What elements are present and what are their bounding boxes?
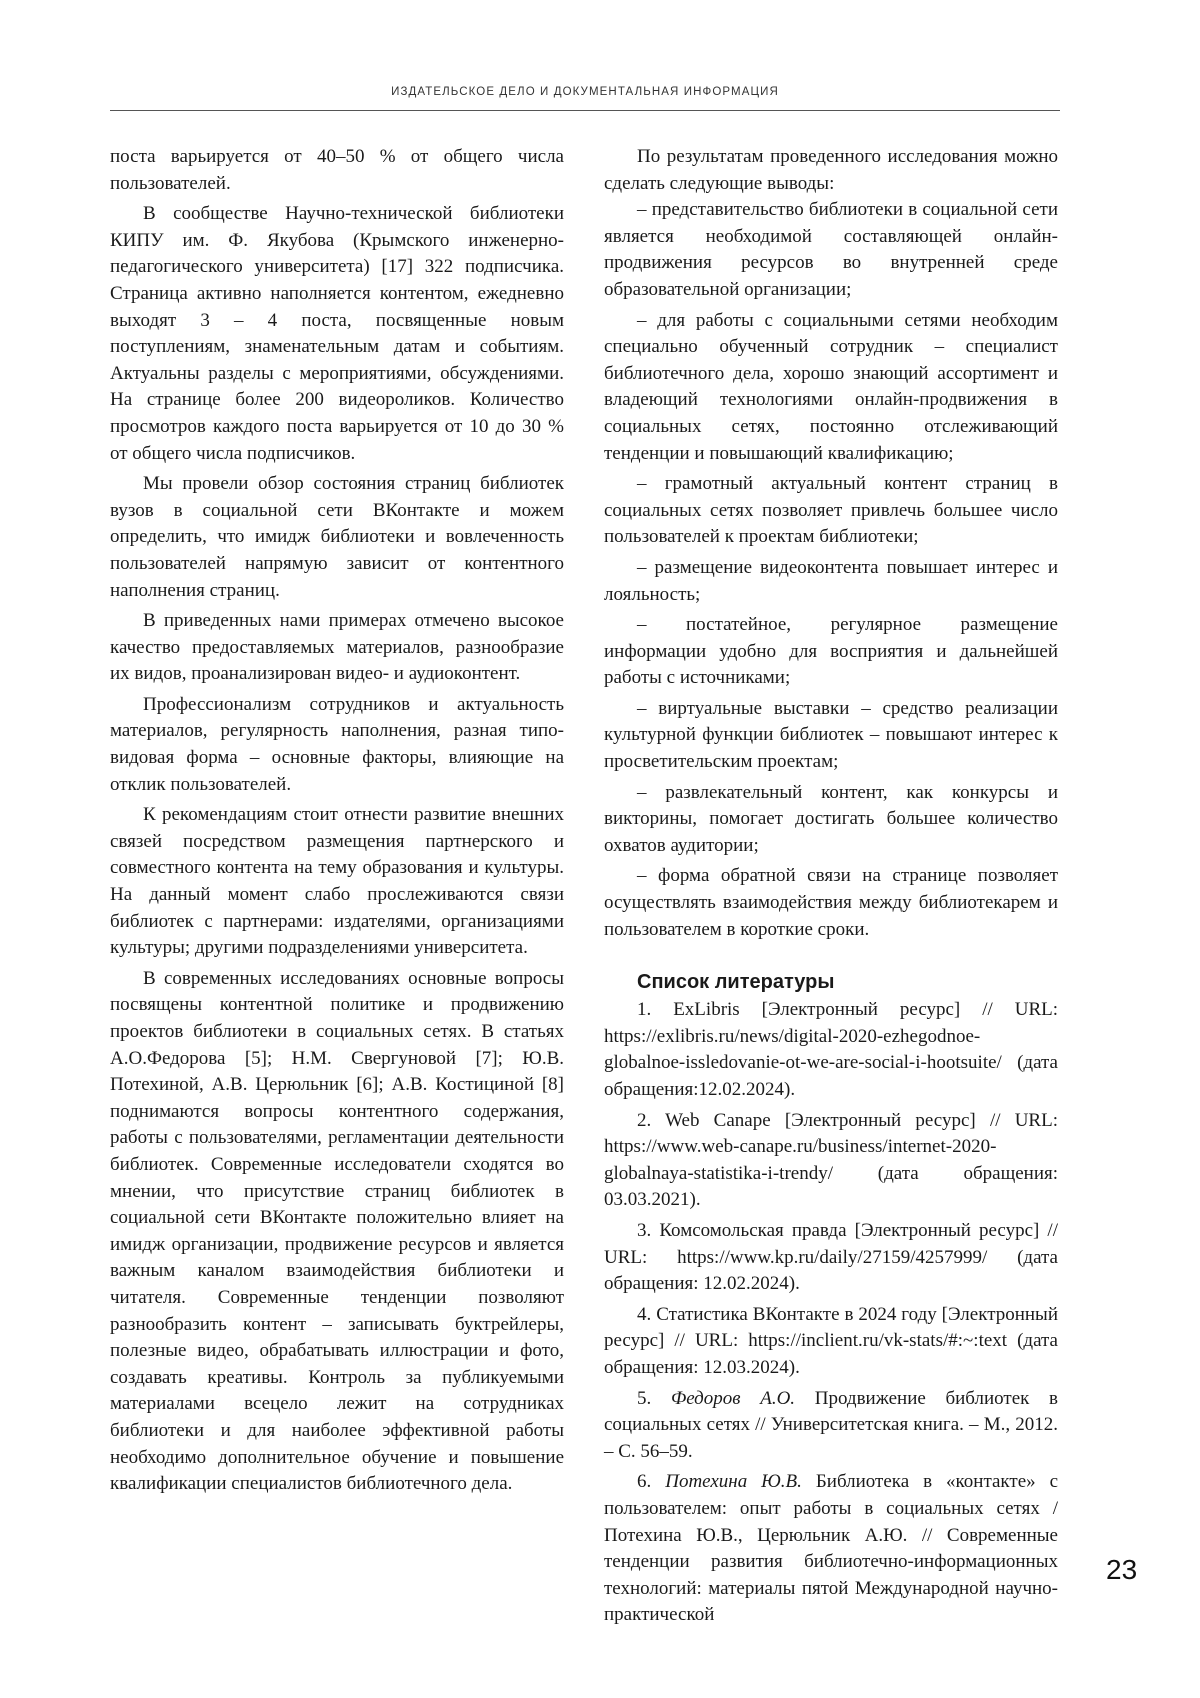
body-paragraph: К рекомендациям стоит отнести развитие внешних связей посредством размещения партнерского и совместного контента на тему образования и культуры. На данный момент слабо прослеживаются связи библиотек с партнерами: издателями, организациями культуры; другими подразделениями университета. <box>110 804 564 959</box>
reference-number: 4. <box>637 1303 652 1325</box>
running-head: ИЗДАТЕЛЬСКОЕ ДЕЛО И ДОКУМЕНТАЛЬНАЯ ИНФОРМАЦИЯ <box>391 86 779 98</box>
reference-number: 2. <box>637 1109 652 1131</box>
conclusion-item: – грамотный актуальный контент страниц в социальных сетях позволяет привлечь большее число пользователей к проектам библиотеки; <box>604 473 1058 548</box>
conclusion-item: – размещение видеоконтента повышает интерес и лояльность; <box>604 556 1058 605</box>
reference-item <box>604 1302 1058 1382</box>
conclusion-item: – виртуальные выставки – средство реализации культурной функции библиотек – повышают интерес к просветительским проектам; <box>604 697 1058 773</box>
reference-author: Федоров А.О. <box>670 1387 796 1409</box>
reference-number: 5. <box>637 1387 652 1409</box>
body-paragraph: В современных исследованиях основные вопросы посвящены контентной политике и продвижению проектов библиотеки в социальных сетях. В статьях А.О.Федорова [5]; Н.М. Свергуновой [7]; Ю.В. Потехиной, А.В. Церюльник [6]; А.В. Костициной [8] поднимаются вопросы контентного содержания, работы с пользователями, регламентации деятельности библиотек. Современные исследователи сходятся во мнении, что присутствие страниц библиотек в социальной сети ВКонтакте положительно влияет на имидж организации, продвижение ресурсов и является важным каналом взаимодействия библиотеки и читателя. Современные тенденции позволяют разнообразить контент – записывать буктрейлеры, полезные видео, обрабатывать иллюстрации и фото, создавать креативы. Контроль за публикуемыми материалами всецело лежит на сотрудниках библиотеки и для наиболее эффективной работы необходимо дополнительное обучение и повышение квалификации специалистов библиотечного дела. <box>110 967 564 1495</box>
body-paragraph: В приведенных нами примерах отмечено высокое качество предоставляемых материалов, разнообразие их видов, проанализирован видео- и аудиоконтент. <box>110 610 564 685</box>
conclusion-item: – представительство библиотеки в социальной сети является необходимой составляющей онлайн-продвижения ресурсов во внутренней среде образовательной организации; <box>604 199 1058 300</box>
body-paragraph: В сообществе Научно-технической библиотеки КИПУ им. Ф. Якубова (Крымского инженерно-педагогического университета) [17] 322 подписчика. Страница активно наполняется контентом, ежедневно выходят 3 – 4 поста, посвященные новым поступлениям, знаменательным датам и событиям. Актуальны разделы с мероприятиями, обсуждениями. На странице более 200 видеороликов. Количество просмотров каждого поста варьируется от 10 до 30 % от общего числа подписчиков. <box>110 203 564 464</box>
reference-number: 1. <box>637 999 652 1021</box>
references-heading: Список литературы <box>637 971 835 994</box>
header-rule <box>110 110 1060 111</box>
reference-text: Web Canape [Электронный ресурс] // URL: https://www.web-canape.ru/business/internet-2020-globalnaya-statistika-i-trendy/ (дата обращения: 03.03.2021). <box>604 1109 1058 1211</box>
reference-item <box>604 997 1058 1103</box>
body-paragraph: поста варьируется от 40–50 % от общего числа пользователей. <box>110 146 564 194</box>
reference-item <box>604 1386 1058 1466</box>
conclusions-intro: По результатам проведенного исследования можно сделать следующие выводы: <box>604 146 1058 194</box>
reference-item <box>604 1108 1058 1214</box>
reference-text: ExLibris [Электронный ресурс] // URL: https://exlibris.ru/news/digital-2020-ezhegodnoe-globalnoe-issledovanie-ot-we-are-social-i-hootsuite/ (дата обращения:12.02.2024). <box>604 999 1058 1100</box>
conclusion-item: – форма обратной связи на странице позволяет осуществлять взаимодействия между библиотекарем и пользователем в короткие сроки. <box>604 865 1058 940</box>
body-paragraph: Мы провели обзор состояния страниц библиотек вузов в социальной сети ВКонтакте и можем определить, что имидж библиотеки и вовлеченность пользователей напрямую зависит от контентного наполнения страниц. <box>110 473 564 601</box>
reference-item <box>604 1218 1058 1298</box>
reference-text: Статистика ВКонтакте в 2024 году [Электронный ресурс] // URL: https://inclient.ru/vk-stats/#:~:text (дата обращения: 12.03.2024). <box>604 1303 1058 1378</box>
conclusion-item: – для работы с социальными сетями необходим специально обученный сотрудник – специалист библиотечного дела, хорошо знающий ассортимент и владеющий технологиями онлайн-продвижения в социальных сетях, постоянно отслеживающий тенденции и повышающий квалификацию; <box>604 309 1058 464</box>
right-column <box>604 144 1058 1629</box>
reference-number: 3. <box>637 1219 652 1241</box>
reference-text: Комсомольская правда [Электронный ресурс] // URL: https://www.kp.ru/daily/27159/4257999/ (дата обращения: 12.02.2024). <box>604 1219 1058 1295</box>
reference-text: Продвижение библиотек в социальных сетях // Университетская книга. – М., 2012. – С. 56–59. <box>604 1387 1059 1462</box>
left-column <box>110 144 564 1498</box>
reference-number: 6. <box>637 1471 652 1493</box>
reference-author: Потехина Ю.В. <box>665 1471 802 1493</box>
conclusion-item: – постатейное, регулярное размещение информации удобно для восприятия и дальнейшей работы с источниками; <box>604 614 1058 689</box>
page-number: 23 <box>1106 1554 1138 1585</box>
reference-item <box>604 1469 1058 1629</box>
reference-text: Библиотека в «контакте» с пользователем: опыт работы в социальных сетях / Потехина Ю.В., Церюльник А.Ю. // Современные тенденции развития библиотечно-информационных технологий: материалы пятой Международной научно-практической <box>604 1471 1059 1626</box>
body-paragraph: Профессионализм сотрудников и актуальность материалов, регулярность наполнения, разная типо-видовая форма – основные факторы, влияющие на отклик пользователей. <box>110 693 564 795</box>
conclusion-item: – развлекательный контент, как конкурсы и викторины, помогает достигать большее количество охватов аудитории; <box>604 781 1058 856</box>
